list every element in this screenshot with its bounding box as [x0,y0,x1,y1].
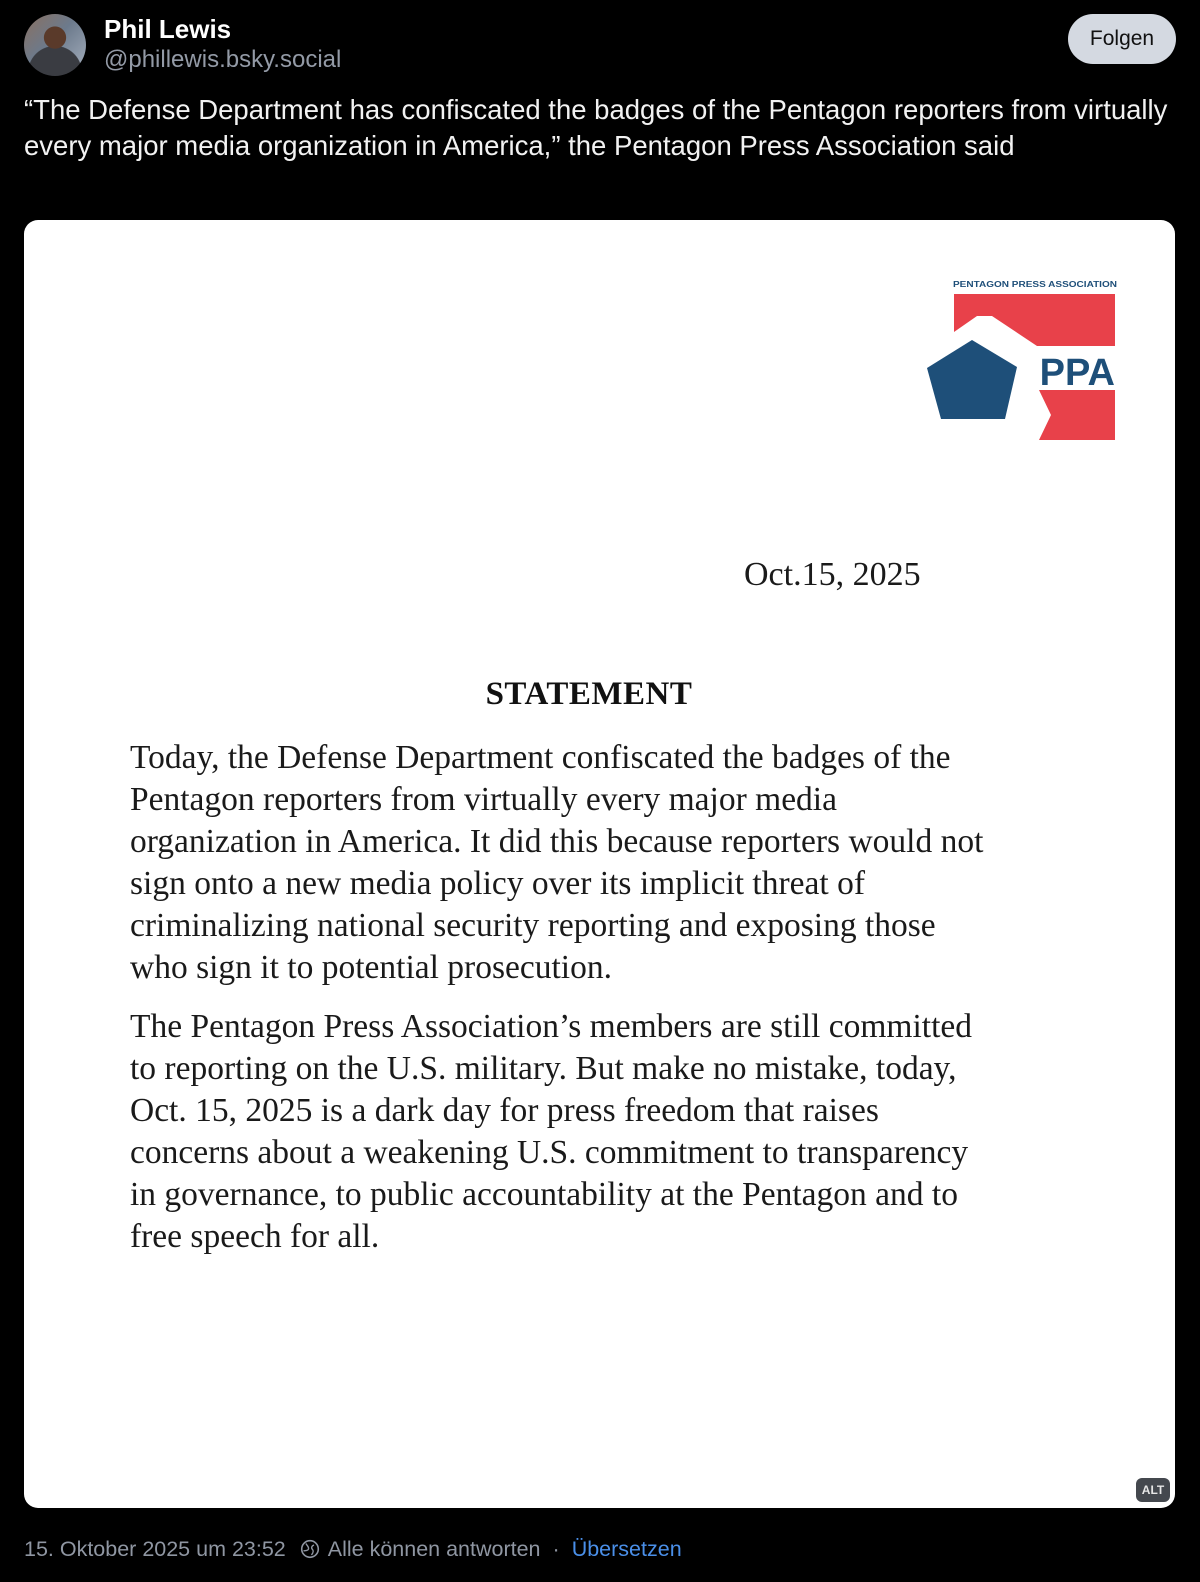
statement-line: Oct. 15, 2025 is a dark day for press freedom that raises [130,1092,879,1129]
follow-button[interactable]: Folgen [1068,14,1176,64]
post-text: “The Defense Department has confiscated the badges of the Pentagon reporters from virtually every major media organization in America,” the Pentagon Press Association said [24,94,1168,161]
alt-text-button[interactable]: ALT [1136,1478,1170,1502]
statement-line: criminalizing national security reporting and exposing those [130,907,936,944]
post-footer [24,1533,682,1565]
author-display-name[interactable]: Phil Lewis [104,14,232,44]
globe-reply-icon [300,1539,320,1559]
statement-paragraph-2 [130,1006,972,1258]
statement-line: in governance, to public accountability at the Pentagon and to [130,1176,958,1213]
pentagon-icon [927,340,1017,419]
statement-title: STATEMENT [485,676,693,712]
statement-line: who sign it to potential prosecution. [130,949,612,986]
statement-line: sign onto a new media policy over its implicit threat of [130,865,865,902]
statement-line: Today, the Defense Department confiscated the badges of the [130,739,951,776]
statement-line: to reporting on the U.S. military. But make no mistake, today, [130,1050,957,1087]
logo-red-bottom-bar [1039,390,1115,440]
post-image[interactable] [24,220,1175,1508]
statement-line: concerns about a weakening U.S. commitment to transparency [130,1134,969,1171]
logo-org-name: PENTAGON PRESS ASSOCIATION [953,279,1117,289]
logo-abbreviation: PPA [1039,352,1115,394]
ppa-logo [919,278,1119,448]
reply-setting[interactable]: Alle können antworten [327,1536,541,1561]
logo-red-top-bar [954,294,1115,346]
author-avatar[interactable] [24,14,86,76]
footer-separator: · [552,1536,560,1561]
statement-line: The Pentagon Press Association’s members are still committed [130,1008,973,1045]
statement-paragraph-1 [130,737,983,989]
translate-link[interactable]: Übersetzen [571,1536,682,1561]
statement-line: Pentagon reporters from virtually every major media [130,781,837,818]
statement-line: organization in America. It did this because reporters would not [130,823,984,860]
statement-date: Oct.15, 2025 [744,556,921,593]
post-timestamp[interactable]: 15. Oktober 2025 um 23:52 [24,1536,286,1561]
author-handle[interactable]: @phillewis.bsky.social [104,46,342,73]
statement-line: free speech for all. [130,1218,380,1255]
